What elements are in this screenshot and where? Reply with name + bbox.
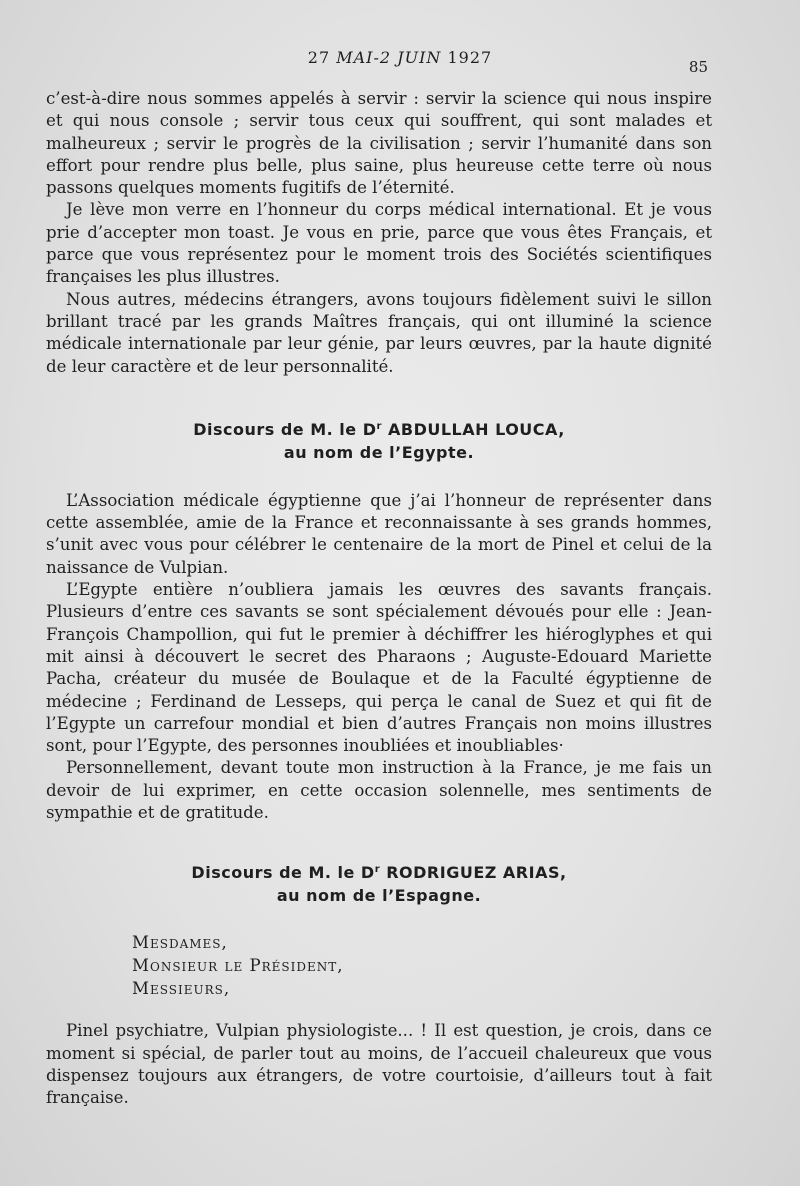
heading-arias-name: RODRIGUEZ ARIAS, xyxy=(380,863,567,883)
section-heading-arias xyxy=(46,858,712,907)
louca-paragraph-3: Personnellement, devant toute mon instruction à la France, je me fais un devoir de lui exprimer, en cette occasion solennelle, mes sentiments de sympathie et de gratitude. xyxy=(46,758,712,823)
heading-louca-name: ABDULLAH LOUCA, xyxy=(381,419,565,439)
heading-louca-sup: r xyxy=(376,420,382,432)
salutation-line-2: Monsieur le Président, xyxy=(132,956,344,976)
heading-louca-prefix: Discours de M. le D xyxy=(193,419,377,439)
page-header xyxy=(0,48,800,78)
body-text xyxy=(46,88,712,1110)
section-heading-louca-line2: au nom de l’Egypte. xyxy=(283,442,475,462)
section-heading-louca-line1 xyxy=(46,415,712,441)
page-number: 85 xyxy=(688,58,708,76)
section-heading-louca xyxy=(46,415,712,464)
heading-arias-prefix: Discours de M. le D xyxy=(191,863,375,883)
salutation-line-3: Messieurs, xyxy=(132,979,231,999)
arias-paragraph-1: Pinel psychiatre, Vulpian physiologiste... ! Il est question, je crois, dans ce moment si spécial, de parler tout au moins, de l’accueil chaleureux que vous dispensez toujours aux étrangers, de votre courtoisie, d’ailleurs tout à fait française. xyxy=(46,1021,712,1108)
section-heading-arias-line2: au nom de l’Espagne. xyxy=(276,886,482,906)
running-title-day: 27 xyxy=(307,48,331,67)
running-title xyxy=(0,48,800,67)
intro-paragraph-1: c’est-à-dire nous sommes appelés à servir : servir la science qui nous inspire et qui nous console ; servir tous ceux qui souffrent, qui sont malades et malheureux ; servir le progrès de la civilisation ; servir l’humanité dans son effort pour rendre plus belle, plus saine, plus heureuse cette terre où nous passons quelques moments fugitifs de l’éternité. xyxy=(46,89,712,198)
louca-paragraph-2: L’Egypte entière n’oubliera jamais les œuvres des savants français. Plusieurs d’entre ces savants se sont spécialement dévoués pour elle : Jean-François Champollion, qui fut le premier à déchiffrer les hiéroglyphes et qui mit ainsi à découvert le secret des Pharaons ; Auguste-Edouard Mariette Pacha, créateur du musée de Boulaque et de la Faculté égyptienne de médecine ; Ferdinand de Lesseps, qui perça le canal de Suez et qui fit de l’Egypte un carrefour mondial et bien d’autres Français non moins illustres sont, pour l’Egypte, des personnes inoubliées et inoubliables· xyxy=(46,580,712,756)
salutation-line-1: Mesdames, xyxy=(132,933,228,953)
heading-arias-sup: r xyxy=(374,864,381,876)
running-title-year: 1927 xyxy=(447,48,493,67)
intro-paragraph-2: Je lève mon verre en l’honneur du corps médical international. Et je vous prie d’accepter mon toast. Je vous en prie, parce que vous êtes Français, et parce que vous représentez pour le moment trois des Sociétés scientifiques françaises les plus illustres. xyxy=(46,200,712,287)
salutation xyxy=(132,931,712,1000)
intro-paragraph-3: Nous autres, médecins étrangers, avons toujours fidèlement suivi le sillon brillant tracé par les grands Maîtres français, qui ont illuminé la science médicale internationale par leur génie, par leurs œuvres, par la haute dignité de leur caractère et de leur personnalité. xyxy=(46,289,712,376)
section-heading-arias-line1 xyxy=(46,858,712,884)
running-title-months: MAI-2 JUIN xyxy=(336,48,442,67)
louca-paragraph-1: L’Association médicale égyptienne que j’ai l’honneur de représenter dans cette assemblée, amie de la France et reconnaissante à ses grands hommes, s’unit avec vous pour célébrer le centenaire de la mort de Pinel et celui de la naissance de Vulpian. xyxy=(46,490,712,577)
